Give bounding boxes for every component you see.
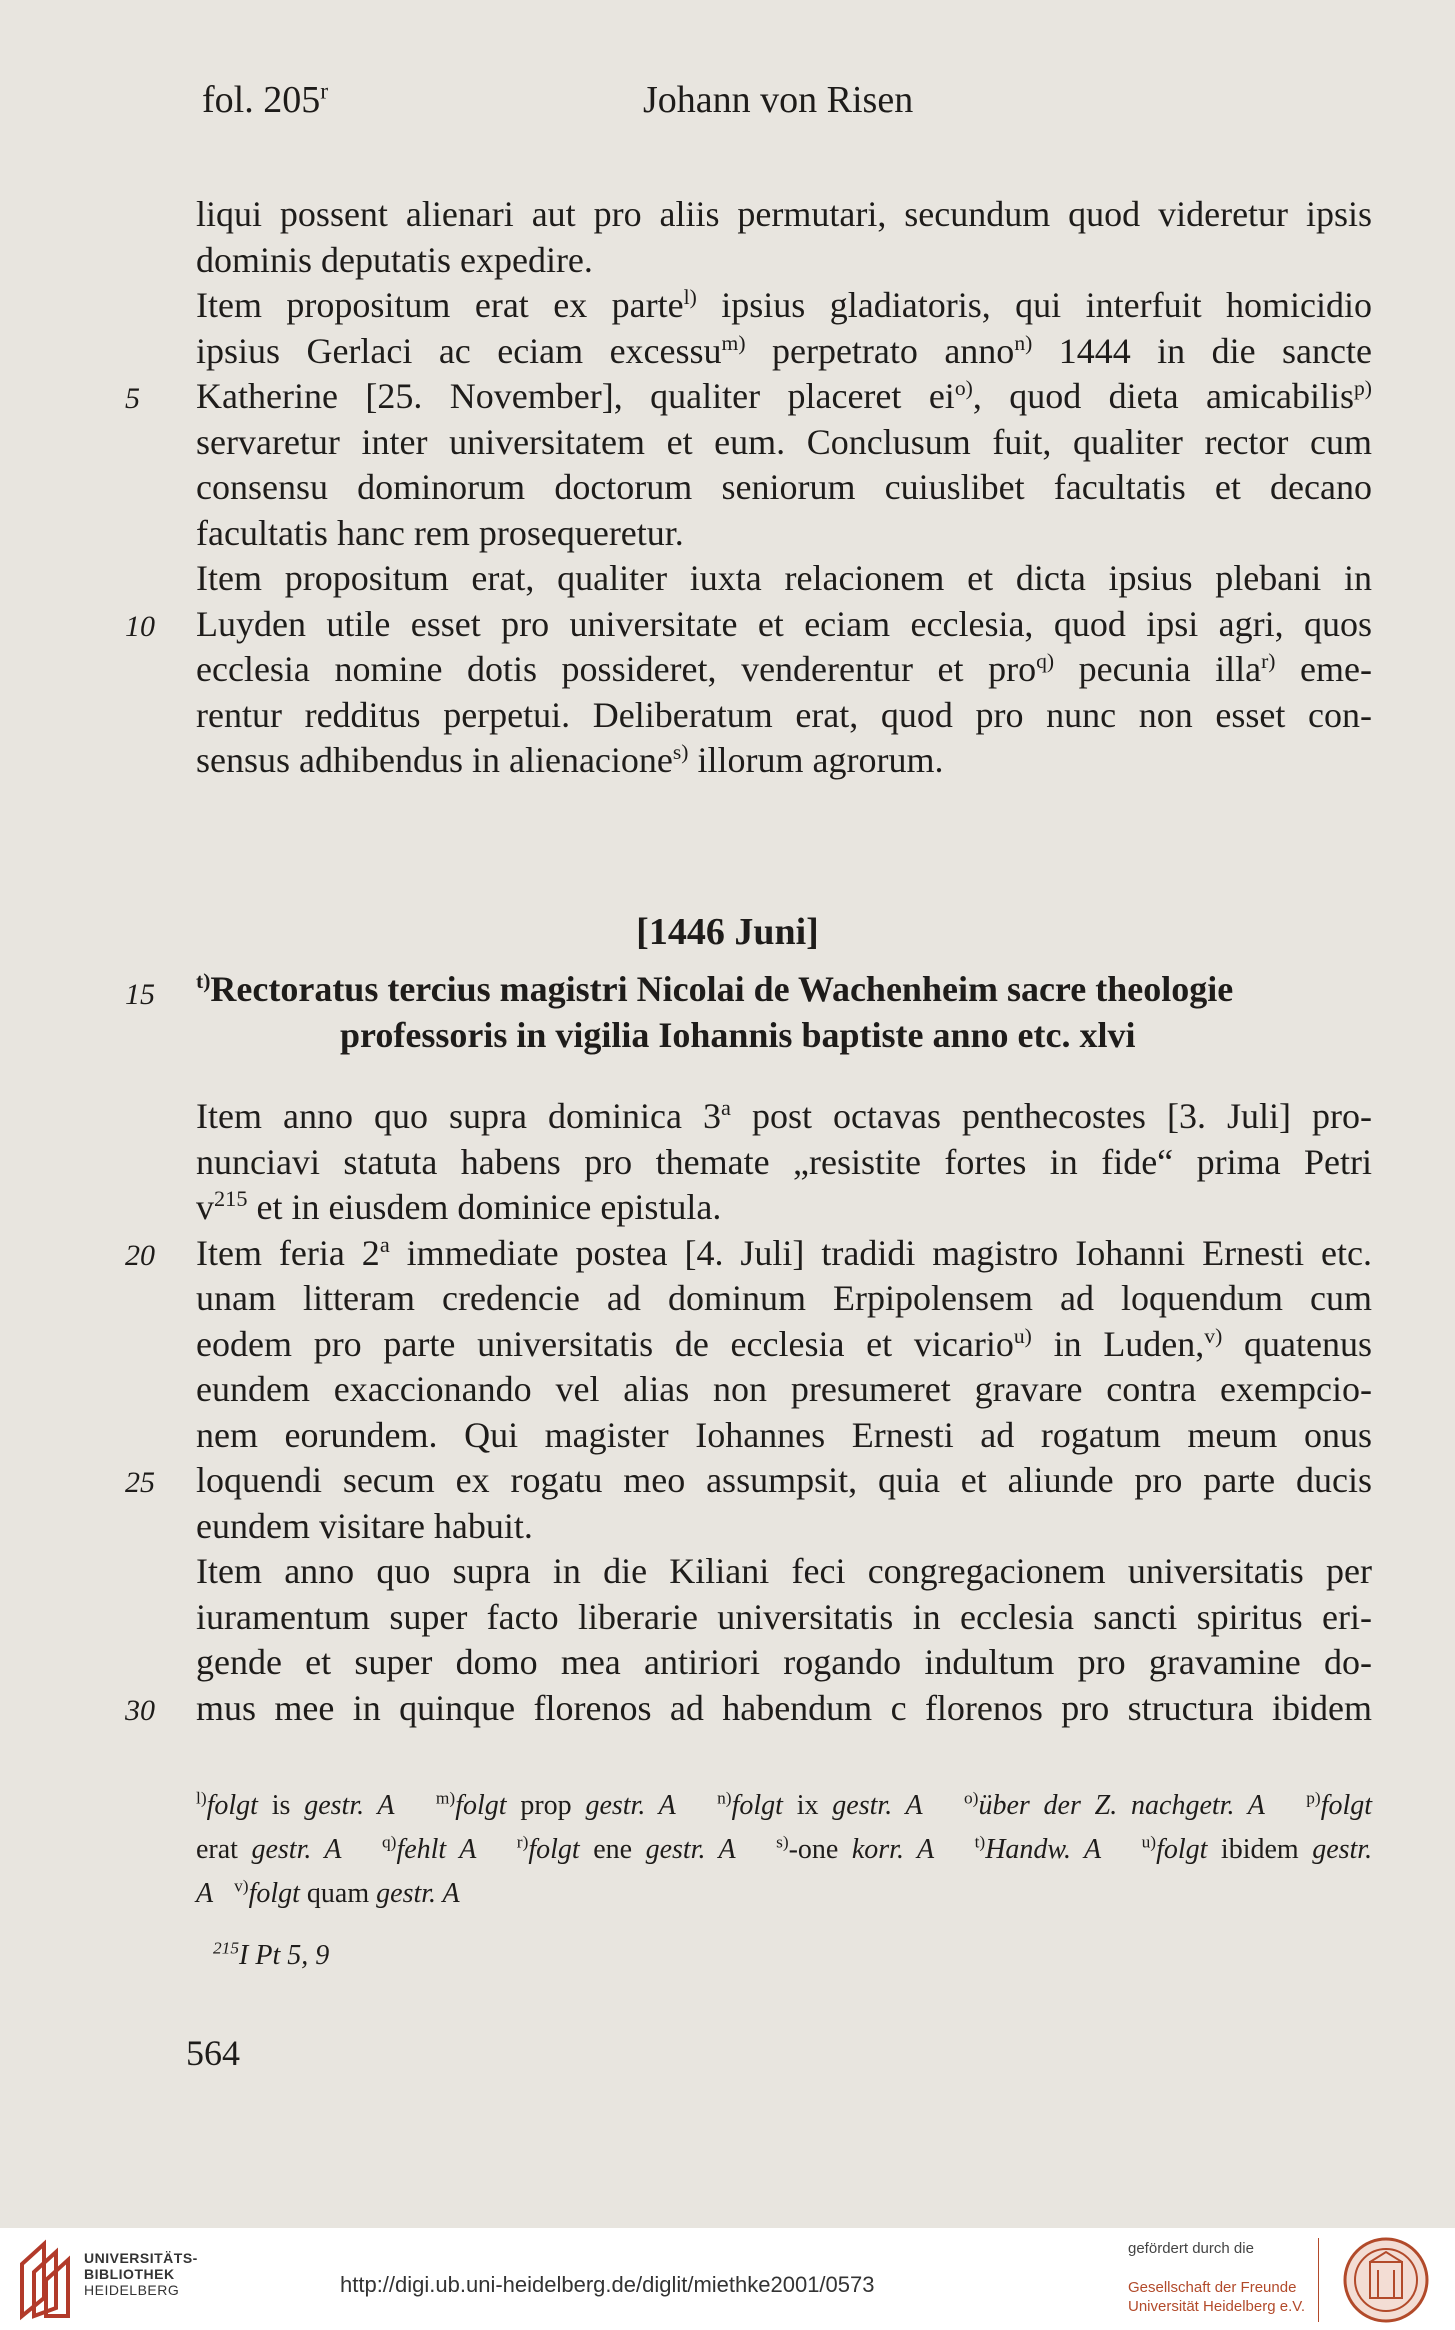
text-line: rentur redditus perpetui. Deliberatum erat, quod pro nunc non esset con- xyxy=(196,694,1372,735)
library-name: UNIVERSITÄTS- BIBLIOTHEK HEIDELBERG xyxy=(84,2250,198,2298)
apparatus-line: $^{l)}$folgt is gestr. A $^{m)}$folgt prop gestr. A $^{n)}$folgt ix gestr. A $^{o)}$über der Z. nachgetr. A $^{p)}$folgt xyxy=(196,1788,1373,1821)
text-line: loquendi secum ex rogatu meo assumpsit, quia et aliunde pro parte ducis xyxy=(196,1460,1372,1500)
text-line: nem eorundem. Qui magister Iohannes Ernesti ad rogatum meum onus xyxy=(196,1414,1372,1455)
sponsor-name[interactable]: Gesellschaft der Freunde Universität Heidelberg e.V. xyxy=(1128,2279,1306,2315)
page-number: 564 xyxy=(186,2033,240,2073)
line-number: 10 xyxy=(125,609,155,643)
text-line: eundem exaccionando vel alias non presumeret gravare contra exempcio- xyxy=(196,1369,1372,1409)
section-heading-line-1: $^{t)}$Rectoratus tercius magistri Nicolai de Wachenheim sacre theologie xyxy=(196,969,1234,1009)
apparatus-line: A $^{v)}$folgt quam gestr. A xyxy=(196,1876,460,1909)
text-line: facultatis hanc rem prosequeretur. xyxy=(196,512,684,553)
library-logo-icon xyxy=(14,2238,76,2322)
text-line: Item anno quo supra dominica 3$^a$ post octavas penthecostes [3. Juli] pro- xyxy=(196,1095,1372,1136)
text-line: eodem pro parte universitatis de ecclesia et vicario$^{u)}$ in Luden,$^{v)}$ quatenus xyxy=(196,1323,1373,1364)
line-number: 20 xyxy=(125,1238,155,1272)
apparatus-line: erat gestr. A $^{q)}$fehlt A $^{r)}$folgt ene gestr. A $^{s)}$-one korr. A $^{t)}$Handw. A $^{u)}$folgt ibidem gestr. xyxy=(196,1832,1373,1865)
text-block-1 xyxy=(196,192,1372,784)
text-line: liqui possent alienari aut pro aliis permutari, secundum quod videretur ipsis xyxy=(196,194,1372,234)
sponsor-divider xyxy=(1318,2238,1319,2322)
text-block-2 xyxy=(196,1094,1372,1731)
source-reference: $^{215}$I Pt 5, 9 xyxy=(213,1938,330,1971)
text-line: ecclesia nomine dotis possideret, venderentur et pro$^{q)}$ pecunia illa$^{r)}$ eme- xyxy=(196,649,1372,689)
viewer-footer xyxy=(0,2228,1455,2330)
text-line: eundem visitare habuit. xyxy=(196,1505,533,1546)
line-number: 30 xyxy=(125,1693,155,1727)
text-line: $v^{215}$ et in eiusdem dominice epistula. xyxy=(196,1186,722,1227)
text-line: nunciavi statuta habens pro themate „resistite fortes in fide“ prima Petri xyxy=(196,1141,1372,1182)
text-line: unam litteram credencie ad dominum Erpipolensem ad loquendum cum xyxy=(196,1278,1372,1318)
sponsor-label: gefördert durch die xyxy=(1128,2240,1254,2257)
text-line: Item anno quo supra in die Kiliani feci congregacionem universitatis per xyxy=(196,1551,1372,1591)
text-line: Item propositum erat ex parte$^{l)}$ ipsius gladiatoris, qui interfuit homicidio xyxy=(196,285,1373,325)
text-line: Item propositum erat, qualiter iuxta relacionem et dicta ipsius plebani in xyxy=(196,558,1372,598)
text-line: servaretur inter universitatem et eum. Conclusum fuit, qualiter rector cum xyxy=(196,421,1372,462)
critical-apparatus xyxy=(196,1784,1372,1916)
text-line: Item feria 2$^a$ immediate postea [4. Juli] tradidi magistro Iohanni Ernesti etc. xyxy=(196,1231,1373,1273)
text-line: gende et super domo mea antiriori rogando indultum pro gravamine do- xyxy=(196,1642,1372,1682)
text-line: sensus adhibendus in alienacione$^{s)}$ illorum agrorum. xyxy=(196,740,944,780)
text-line: ipsius Gerlaci ac eciam excessu$^{m)}$ perpetrato anno$^{n)}$ 1444 in die sancte xyxy=(196,330,1372,371)
line-number: 15 xyxy=(125,978,155,1011)
text-line: Katherine [25. November], qualiter placeret ei$^{o)}$, quod dieta amicabilis$^{p)}$ xyxy=(196,376,1372,416)
line-number: 5 xyxy=(125,382,140,415)
running-head-folio: fol. 205$^r$ xyxy=(202,78,329,121)
section-date: [1446 Juni] xyxy=(636,911,819,953)
text-line: mus mee in quinque florenos ad habendum c florenos pro structura ibidem xyxy=(196,1687,1372,1728)
line-number: 25 xyxy=(125,1466,155,1499)
section-heading-line-2: professoris in vigilia Iohannis baptiste anno etc. xlvi xyxy=(340,1015,1136,1055)
permalink-url[interactable]: http://digi.ub.uni-heidelberg.de/diglit/miethke2001/0573 xyxy=(340,2272,875,2297)
text-line: iuramentum super facto liberarie universitatis in ecclesia sancti spiritus eri- xyxy=(196,1596,1372,1637)
text-line: dominis deputatis expedire. xyxy=(196,239,593,280)
running-head-title: Johann von Risen xyxy=(643,79,914,121)
university-seal-icon xyxy=(1342,2236,1430,2324)
text-line: Luyden utile esset pro universitate et eciam ecclesia, quod ipsi agri, quos xyxy=(196,603,1372,644)
text-line: consensu dominorum doctorum seniorum cuiuslibet facultatis et decano xyxy=(196,467,1372,507)
